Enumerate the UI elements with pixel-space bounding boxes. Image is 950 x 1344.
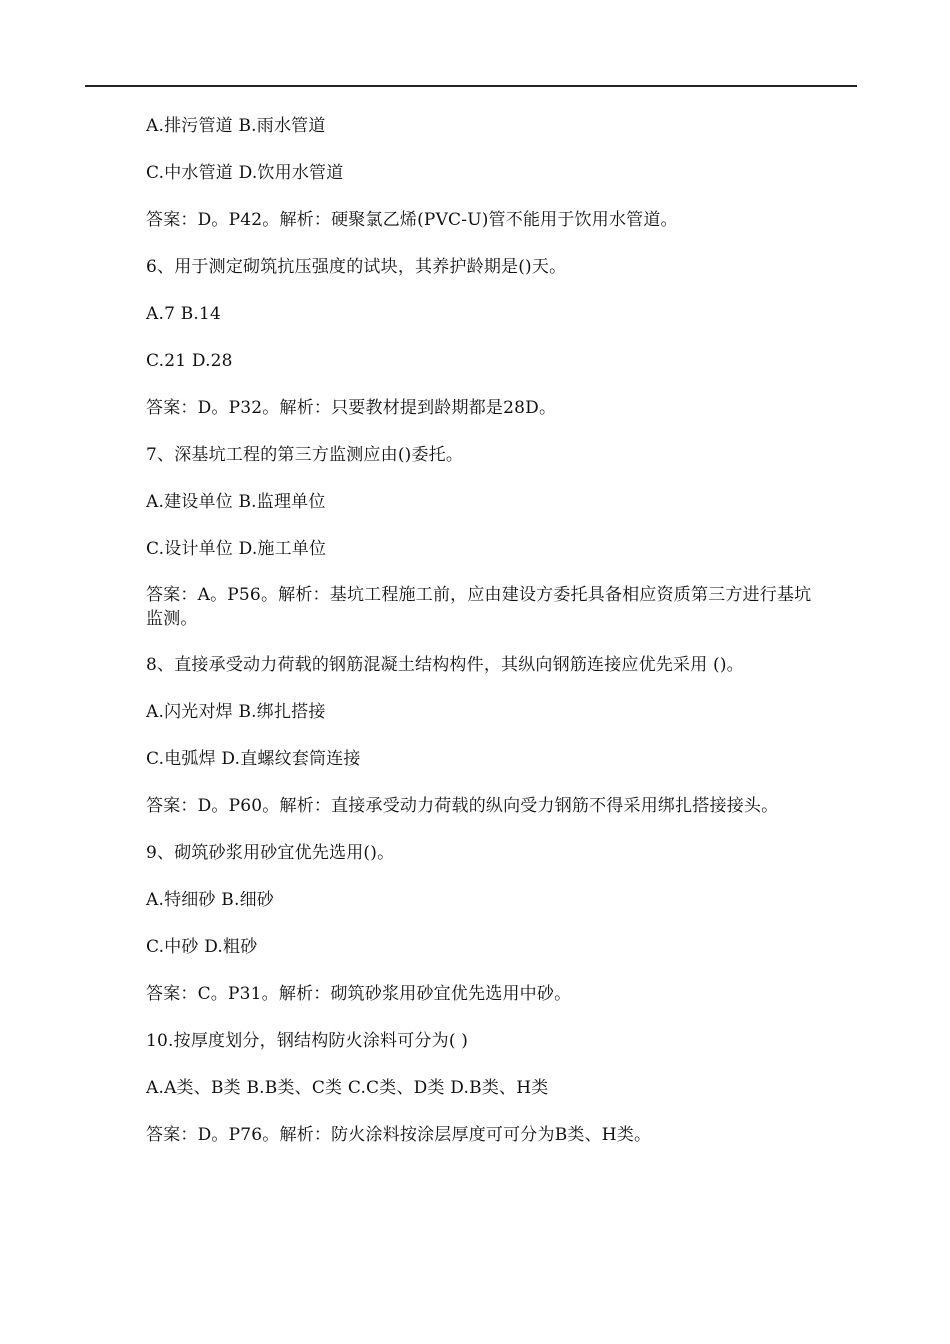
option-line: A.建设单位 B.监理单位: [146, 492, 326, 512]
question-line: 7、深基坑工程的第三方监测应由()委托。: [146, 445, 464, 465]
question-line: 8、直接承受动力荷载的钢筋混凝土结构构件，其纵向钢筋连接应优先采用 ()。: [146, 655, 744, 675]
option-line: A.闪光对焊 B.绑扎搭接: [146, 702, 326, 722]
option-line: A.特细砂 B.细砂: [146, 890, 274, 910]
option-line: A.7 B.14: [146, 304, 222, 324]
question-line: 9、砌筑砂浆用砂宜优先选用()。: [146, 843, 395, 863]
answer-line: 答案：A。P56。解析：基坑工程施工前，应由建设方委托具备相应资质第三方进行基坑监测。: [146, 585, 812, 629]
option-line: C.中水管道 D.饮用水管道: [146, 163, 344, 183]
answer-line: 答案：D。P42。解析：硬聚氯乙烯(PVC-U)管不能用于饮用水管道。: [146, 210, 678, 230]
answer-line: 答案：D。P60。解析：直接承受动力荷载的纵向受力钢筋不得采用绑扎搭接接头。: [146, 796, 779, 816]
option-line: C.电弧焊 D.直螺纹套筒连接: [146, 749, 361, 769]
question-line: 10.按厚度划分，钢结构防火涂料可分为( ): [146, 1031, 469, 1051]
option-line: C.设计单位 D.施工单位: [146, 539, 327, 559]
option-line: C.中砂 D.粗砂: [146, 937, 258, 957]
header-rule: [85, 85, 857, 87]
option-line: A.排污管道 B.雨水管道: [146, 116, 326, 136]
option-line: A.A类、B类 B.B类、C类 C.C类、D类 D.B类、H类: [146, 1078, 549, 1098]
answer-line: 答案：D。P32。解析：只要教材提到龄期都是28D。: [146, 398, 557, 418]
option-line: C.21 D.28: [146, 351, 233, 371]
answer-line: 答案：C。P31。解析：砌筑砂浆用砂宜优先选用中砂。: [146, 984, 572, 1004]
answer-line: 答案：D。P76。解析：防火涂料按涂层厚度可可分为B类、H类。: [146, 1125, 652, 1145]
question-line: 6、用于测定砌筑抗压强度的试块，其养护龄期是()天。: [146, 257, 567, 277]
document-body: [146, 113, 826, 1169]
